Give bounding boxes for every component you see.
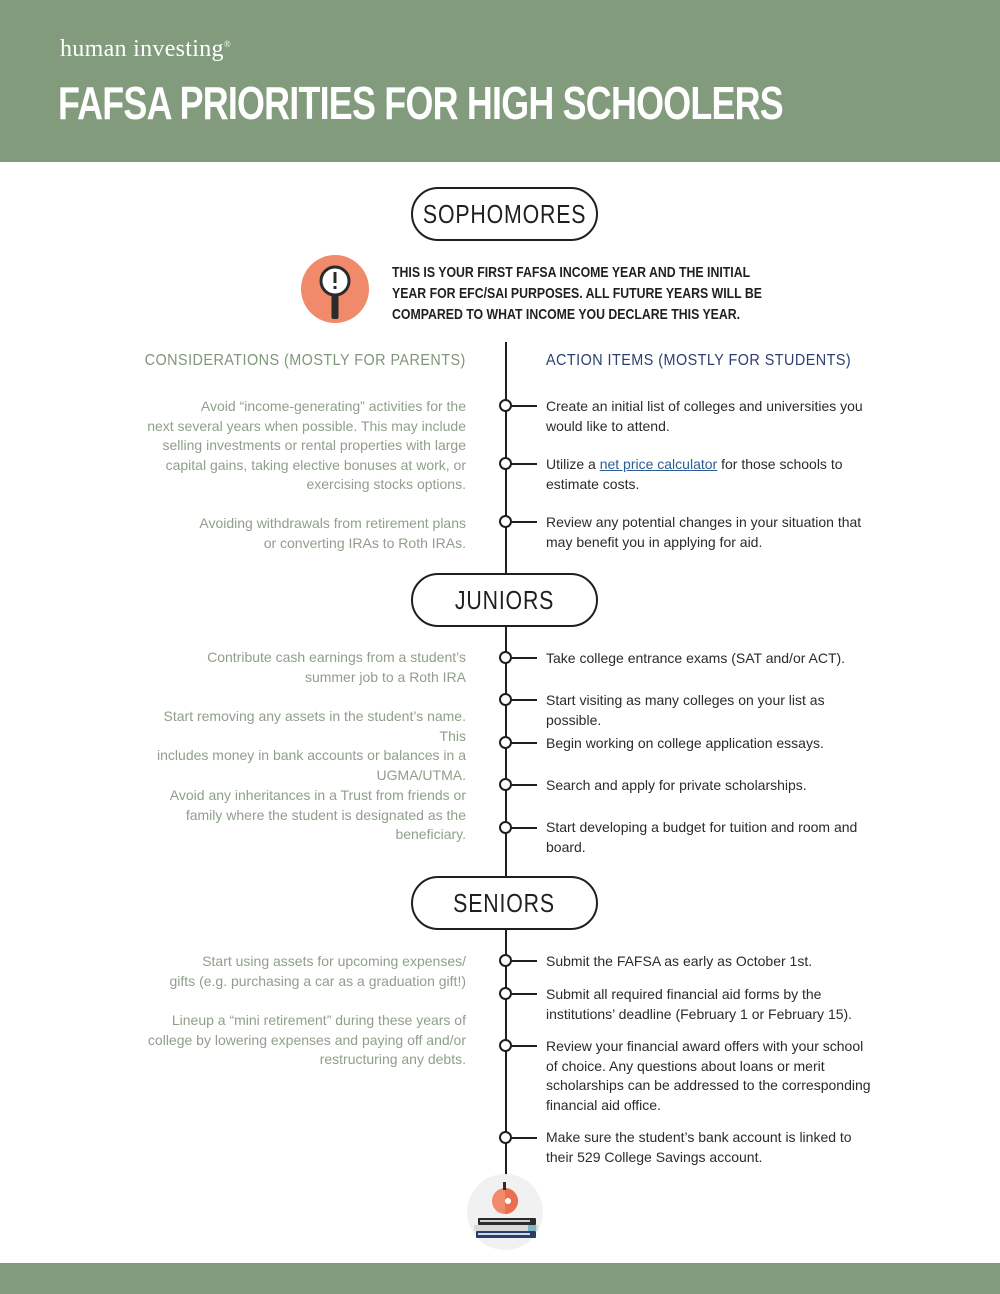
text-line: their 529 College Savings account. [546,1148,763,1165]
section-pill-sophomores [411,187,598,241]
text-line: Start removing any assets in the student’s name. This [163,708,466,744]
timeline-tick [511,463,537,465]
consideration-item [136,648,466,687]
text-line: UGMA/UTMA. [376,766,466,783]
text-line: college by lowering expenses and paying off and/or [147,1031,466,1048]
action-item [546,649,876,669]
text-line: beneficiary. [395,826,466,843]
action-item [546,455,876,494]
action-item [546,952,876,972]
text-line: Contribute cash earnings from a student’s [207,649,466,665]
brand-mark: ® [223,39,231,49]
text-line: Submit the FAFSA as early as October 1st. [546,953,813,969]
text-line: Make sure the student’s bank account is linked to [546,1129,852,1145]
timeline-tick [511,784,537,786]
magnifier-exclamation-icon [301,255,369,323]
text-line: Submit all required financial aid forms by the [546,986,822,1002]
action-item [546,1128,876,1167]
consideration-item [136,1011,466,1070]
net-price-calculator-link[interactable]: net price calculator [599,456,718,472]
text-line: Search and apply for private scholarships. [546,777,807,793]
text-line: family where the student is designated as the [185,806,466,823]
intro-line: COMPARED TO WHAT INCOME YOU DECLARE THIS YEAR. [392,306,741,323]
timeline-tick [511,521,537,523]
timeline-tick [511,405,537,407]
text-line: of choice. Any questions about loans or merit [546,1057,825,1074]
action-item [546,776,876,796]
text-line: Start visiting as many colleges on your list as possible. [546,692,825,728]
section-pill-seniors [411,876,598,930]
text-line: financial aid office. [546,1096,661,1113]
text-line [546,455,876,475]
text-line: Begin working on college application essays. [546,735,824,751]
intro-line: YEAR FOR EFC/SAI PURPOSES. ALL FUTURE YEARS WILL BE [392,285,762,302]
consideration-item [136,952,466,991]
section-label: SOPHOMORES [422,198,587,229]
timeline-tick [511,742,537,744]
timeline-tick [511,1045,537,1047]
text-line: Create an initial list of colleges and universities you [546,398,863,414]
text-line: may benefit you in applying for aid. [546,533,763,550]
action-item [546,513,876,552]
text-line: estimate costs. [546,475,640,492]
timeline-tick [511,1137,537,1139]
text-line: Review any potential changes in your situation that [546,514,862,530]
section-label: JUNIORS [454,584,555,615]
text-line: gifts (e.g. purchasing a car as a graduation gift!) [169,972,466,989]
section-label: SENIORS [453,887,556,918]
brand-logo [60,36,231,63]
timeline-tick [511,699,537,701]
text-line: or converting IRAs to Roth IRAs. [263,534,466,551]
consideration-item [136,707,466,785]
considerations-heading: CONSIDERATIONS (MOSTLY FOR PARENTS) [144,352,466,369]
text-line: includes money in bank accounts or balances in a [157,747,466,764]
apple-on-books-icon [466,1173,544,1251]
text-line: Take college entrance exams (SAT and/or ACT). [546,650,846,666]
text-line: Start developing a budget for tuition and room and [546,819,858,835]
action-item [546,818,876,857]
header-bar [0,0,1000,162]
text-line: board. [546,838,586,855]
brand-name: human investing [60,36,224,62]
text-line: Review your financial award offers with your school [546,1038,864,1054]
timeline-tick [511,993,537,995]
action-item [546,985,876,1024]
text-line: Avoid “income-generating” activities for the [200,398,466,414]
text-line: Avoiding withdrawals from retirement plans [199,515,466,531]
intro-line: THIS IS YOUR FIRST FAFSA INCOME YEAR AND THE INITIAL [392,264,751,281]
text-line: next several years when possible. This may include [147,417,466,434]
timeline-tick [511,960,537,962]
action-items-heading: ACTION ITEMS (MOSTLY FOR STUDENTS) [546,352,852,369]
text-line: Start using assets for upcoming expenses/ [202,953,466,969]
text-line: restructuring any debts. [319,1051,466,1068]
text-fragment: for those schools to [717,456,843,472]
text-line: summer job to a Roth IRA [304,668,466,685]
text-line: exercising stocks options. [306,476,466,493]
action-item [546,1037,876,1115]
text-fragment: Utilize a [546,456,600,472]
timeline-tick [511,827,537,829]
footer-bar [0,1263,1000,1294]
text-line: institutions’ deadline (February 1 or February 15). [546,1005,853,1022]
section-pill-juniors [411,573,598,627]
text-line: selling investments or rental properties with large [162,437,466,454]
action-item [546,734,876,754]
page-title: FAFSA PRIORITIES FOR HIGH SCHOOLERS [58,77,783,129]
text-line: would like to attend. [546,417,670,434]
consideration-item [136,514,466,553]
text-line: Lineup a “mini retirement” during these years of [171,1012,466,1028]
text-line: Avoid any inheritances in a Trust from friends or [169,787,466,803]
action-item [546,691,876,730]
timeline-tick [511,657,537,659]
consideration-item [136,397,466,495]
action-item [546,397,876,436]
text-line: scholarships can be addressed to the corresponding [546,1077,871,1094]
consideration-item [136,786,466,845]
sophomores-intro [392,262,762,325]
text-line: capital gains, taking elective bonuses at work, or [165,456,466,473]
